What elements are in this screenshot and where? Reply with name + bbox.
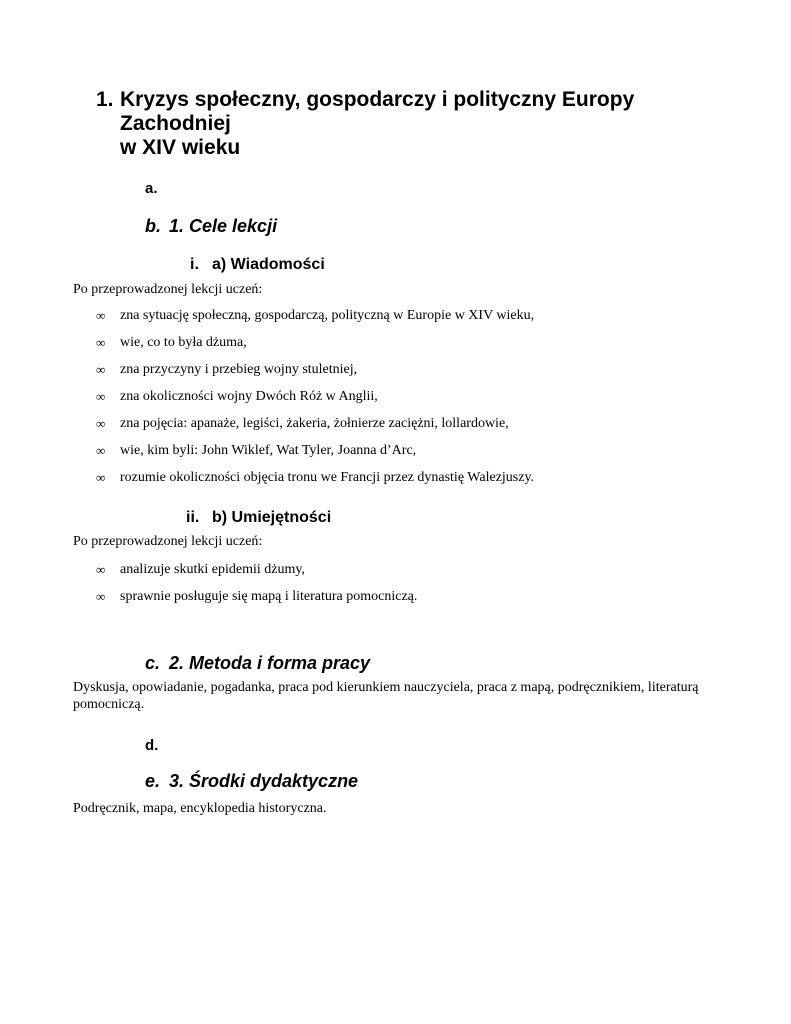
list-item	[96, 307, 534, 334]
subsection-i-heading	[190, 256, 325, 274]
infinity-bullet-icon: ∞	[96, 589, 106, 604]
list-item-text: zna pojęcia: apanaże, legiści, żakeria, żołnierze zaciężni, lollardowie,	[120, 416, 509, 431]
list-item	[96, 588, 417, 615]
list-item	[96, 388, 534, 415]
list-item-text: zna przyczyny i przebieg wojny stuletniej,	[120, 362, 358, 377]
section-c-title: 2. Metoda i forma pracy	[169, 653, 371, 673]
infinity-bullet-icon: ∞	[96, 362, 106, 377]
section-c-heading	[145, 653, 370, 674]
title-line-3: w XIV wieku	[120, 136, 241, 159]
section-e-text: Podręcznik, mapa, encyklopedia historyczna.	[73, 801, 327, 816]
subsection-i-marker: i.	[190, 256, 199, 273]
subsection-ii-title: b) Umiejętności	[212, 509, 332, 526]
section-b-heading	[145, 216, 277, 237]
subsection-i-list	[96, 307, 534, 496]
subsection-ii-intro: Po przeprowadzonej lekcji uczeń:	[73, 534, 263, 549]
section-b-marker: b.	[145, 216, 161, 236]
list-item-text: zna sytuację społeczną, gospodarczą, polityczną w Europie w XIV wieku,	[120, 308, 535, 323]
infinity-bullet-icon: ∞	[96, 443, 106, 458]
subsection-ii-list	[96, 561, 417, 615]
title-line-2: Zachodniej	[120, 112, 231, 135]
list-item-text: rozumie okoliczności objęcia tronu we Francji przez dynastię Walezjuszy.	[120, 470, 535, 485]
document-title	[96, 88, 634, 160]
infinity-bullet-icon: ∞	[96, 470, 106, 485]
infinity-bullet-icon: ∞	[96, 416, 106, 431]
title-number: 1.	[96, 88, 114, 111]
subsection-ii-heading	[186, 509, 331, 527]
section-d-marker: d.	[145, 737, 159, 754]
section-e-title: 3. Środki dydaktyczne	[169, 771, 359, 791]
infinity-bullet-icon: ∞	[96, 335, 106, 350]
section-c-text: Dyskusja, opowiadanie, pogadanka, praca pod kierunkiem nauczyciela, praca z mapą, podręcznikiem, literaturą pomocniczą.	[73, 680, 699, 712]
list-item	[96, 361, 534, 388]
section-a-marker: a.	[145, 180, 158, 197]
list-item-text: zna okoliczności wojny Dwóch Róż w Anglii,	[120, 389, 378, 404]
infinity-bullet-icon: ∞	[96, 562, 106, 577]
list-item	[96, 561, 417, 588]
section-c-marker: c.	[145, 653, 161, 673]
list-item	[96, 334, 534, 361]
list-item	[96, 469, 534, 496]
list-item	[96, 442, 534, 469]
infinity-bullet-icon: ∞	[96, 308, 106, 323]
subsection-i-intro: Po przeprowadzonej lekcji uczeń:	[73, 282, 263, 297]
subsection-i-title: a) Wiadomości	[212, 256, 325, 273]
section-b-title: 1. Cele lekcji	[169, 216, 278, 236]
section-e-marker: e.	[145, 771, 161, 791]
list-item-text: analizuje skutki epidemii dżumy,	[120, 562, 305, 577]
list-item-text: wie, kim byli: John Wiklef, Wat Tyler, Joanna d’Arc,	[120, 443, 417, 458]
subsection-ii-marker: ii.	[186, 509, 200, 526]
list-item	[96, 415, 534, 442]
title-line-1	[96, 88, 634, 112]
list-item-text: sprawnie posługuje się mapą i literatura pomocniczą.	[120, 589, 418, 604]
list-item-text: wie, co to była dżuma,	[120, 335, 247, 350]
title-text-1: Kryzys społeczny, gospodarczy i polityczny Europy	[120, 88, 635, 111]
section-e-heading	[145, 771, 358, 792]
infinity-bullet-icon: ∞	[96, 389, 106, 404]
